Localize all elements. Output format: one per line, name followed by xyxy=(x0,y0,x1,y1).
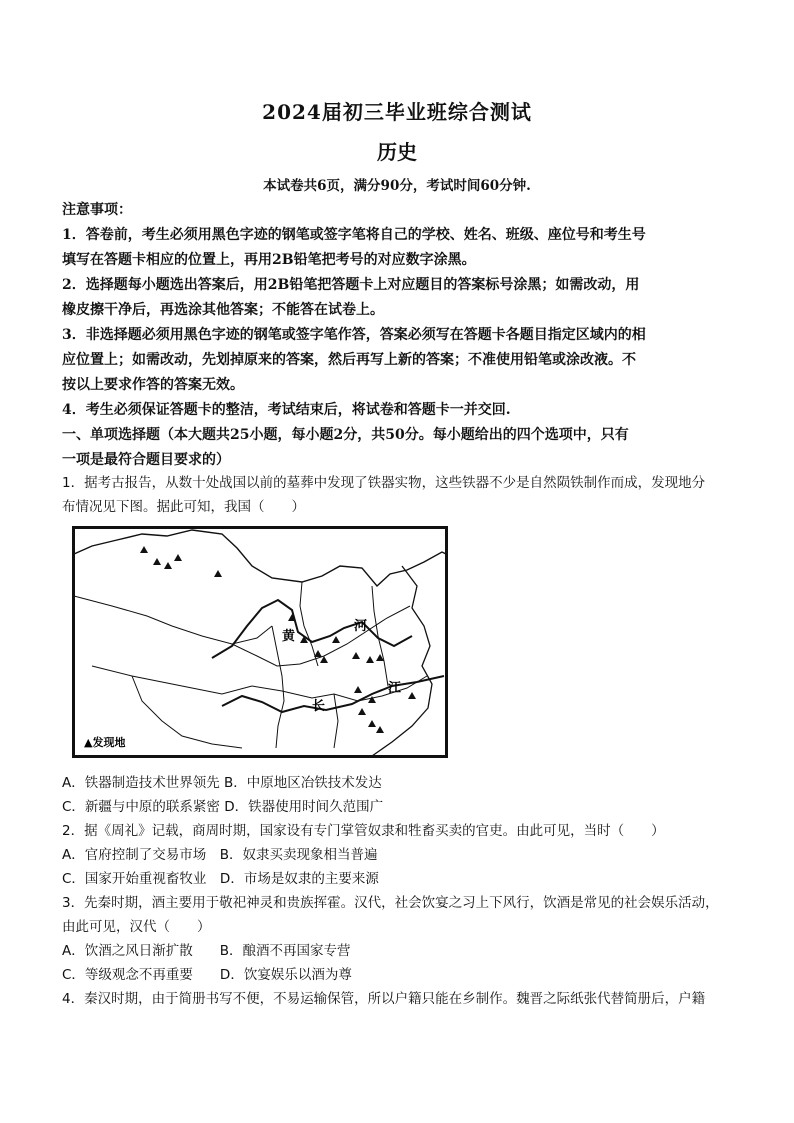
exam-title: 2024届初三毕业班综合测试 xyxy=(262,100,532,124)
map-legend: ▲发现地 xyxy=(84,736,126,749)
answer-option: A．饮酒之风日渐扩散 B．酿酒不再国家专营 xyxy=(62,943,351,959)
section-heading: 一、单项选择题（本大题共25小题，每小题2分，共50分。每小题给出的四个选项中，只有 xyxy=(62,427,629,443)
question-1-stem xyxy=(62,471,738,519)
answer-option: C．新疆与中原的联系紧密 D．铁器使用时间久范围广 xyxy=(62,799,384,815)
question-text: 4．秦汉时期，由于简册书写不便，不易运输保管，所以户籍只能在乡制作。魏晋之际纸张代替简册后，户籍 xyxy=(62,991,706,1007)
map-frame xyxy=(74,528,447,757)
notes-line: 按以上要求作答的答案无效。 xyxy=(62,377,244,393)
question-text: 由此可见，汉代（ ） xyxy=(62,919,211,935)
answer-option: A．铁器制造技术世界领先 B．中原地区冶铁技术发达 xyxy=(62,775,382,791)
question-text: 2．据《周礼》记载，商周时期，国家设有专门掌管奴隶和牲畜买卖的官吏。由此可见，当时（ ） xyxy=(62,823,665,839)
question-text: 布情况见下图。据此可知，我国（ ） xyxy=(62,499,305,515)
map-label: 江 xyxy=(388,681,402,696)
map-graphic xyxy=(72,526,448,758)
question-text: 1．据考古报告，从数十处战国以前的墓葬中发现了铁器实物，这些铁器不少是自然陨铁制作而成，发现地分 xyxy=(62,475,706,491)
notes-heading: 注意事项： xyxy=(62,202,132,218)
notes-line: 3．非选择题必须用黑色字迹的钢笔或签字笔作答，答案必须写在答题卡各题目指定区域内的相 xyxy=(62,327,646,343)
map-label: 河 xyxy=(354,619,368,634)
map-label: 长 xyxy=(312,699,326,714)
subject-title: 历史 xyxy=(377,140,417,164)
iron-findings-map xyxy=(72,526,448,758)
answer-option: C．国家开始重视畜牧业 D．市场是奴隶的主要来源 xyxy=(62,871,379,887)
answer-option: C．等级观念不再重要 D．饮宴娱乐以酒为尊 xyxy=(62,967,352,983)
notes-line: 2．选择题每小题选出答案后，用2B铅笔把答题卡上对应题目的答案标号涂黑；如需改动，用 xyxy=(62,277,640,293)
notes-line: 橡皮擦干净后，再选涂其他答案；不能答在试卷上。 xyxy=(62,302,384,318)
exam-info: 本试卷共6页，满分90分，考试时间60分钟. xyxy=(263,178,531,194)
notes-line: 1．答卷前，考生必须用黑色字迹的钢笔或签字笔将自己的学校、姓名、班级、座位号和考生号 xyxy=(62,227,646,243)
notes-line: 填写在答题卡相应的位置上，再用2B铅笔把考号的对应数字涂黑。 xyxy=(62,252,476,268)
question-text: 3．先秦时期，酒主要用于敬祀神灵和贵族挥霍。汉代，社会饮宴之习上下风行，饮酒是常见的社会娱乐活动， xyxy=(62,895,719,911)
map-label: 黄 xyxy=(282,629,296,644)
section-heading: 一项是最符合题目要求的） xyxy=(62,452,230,468)
answer-option: A．官府控制了交易市场 B．奴隶买卖现象相当普遍 xyxy=(62,847,378,863)
notes-line: 4．考生必须保证答题卡的整洁，考试结束后，将试卷和答题卡一并交回. xyxy=(62,402,511,418)
notes-section xyxy=(62,198,738,473)
question-block xyxy=(62,771,738,1011)
notes-line: 应位置上；如需改动，先划掉原来的答案，然后再写上新的答案；不准使用铅笔或涂改液。不 xyxy=(62,352,636,368)
